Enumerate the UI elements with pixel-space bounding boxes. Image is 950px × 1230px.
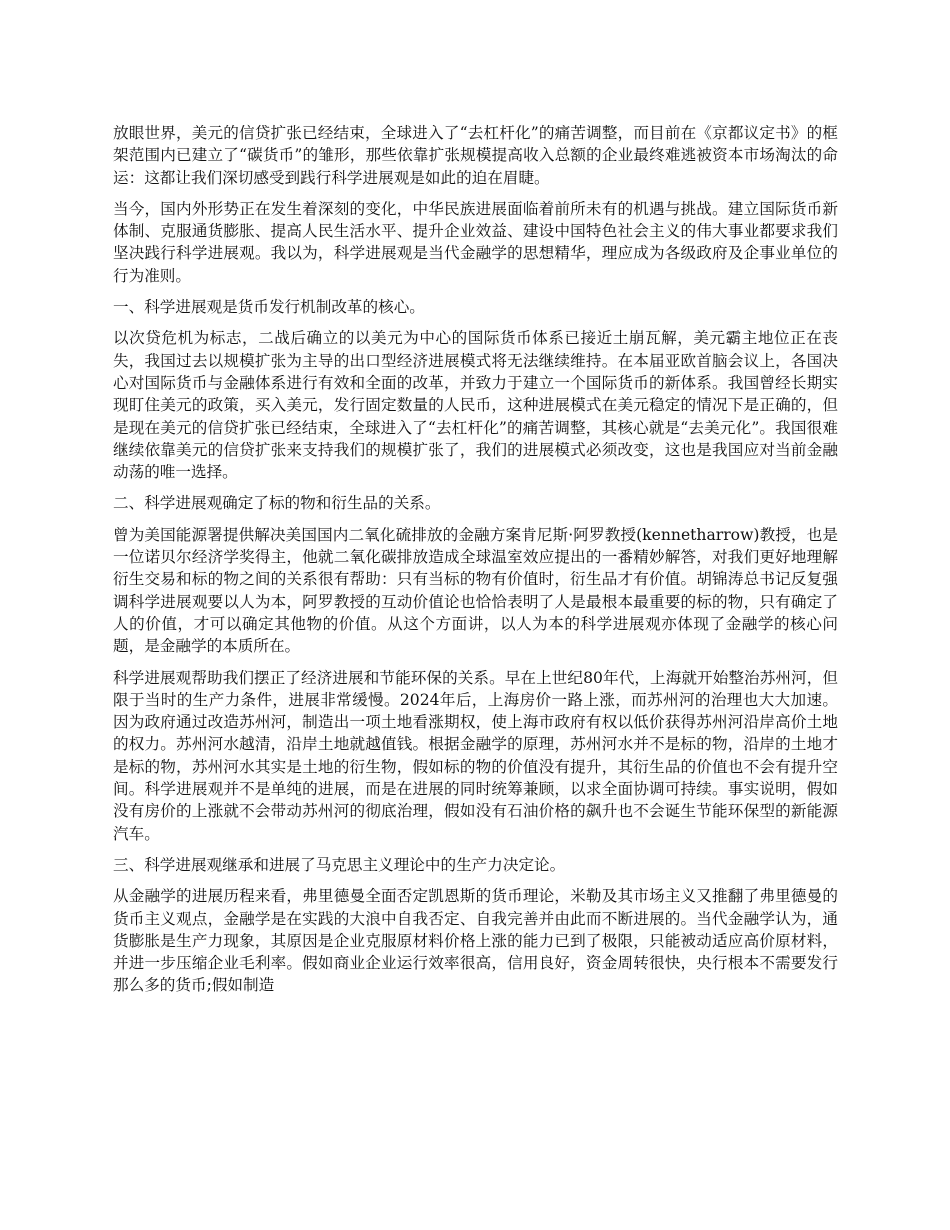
paragraph-section-1: 以次贷危机为标志，二战后确立的以美元为中心的国际货币体系已接近土崩瓦解，美元霸主地位正在丧失，我国过去以规模扩张为主导的出口型经济进展模式将无法继续维持。在本届亚欧首脑会议上，各国决心对国际货币与金融体系进行有效和全面的改革，并致力于建立一个国际货币的新体系。我国曾经长期实现盯住美元的政策，买入美元，发行固定数量的人民币，这种进展模式在美元稳定的情况下是正确的，但是现在美元的信贷扩张已经结束，全球进入了“去杠杆化”的痛苦调整，其核心就是“去美元化”。我国很难继续依靠美元的信贷扩张来支持我们的规模扩张了，我们的进展模式必须改变，这也是我国应对当前金融动荡的唯一选择。: [113, 329, 838, 482]
section-heading-3: 三、科学进展观继承和进展了马克思主义理论中的生产力决定论。: [113, 855, 566, 874]
paragraph-section-2: 曾为美国能源署提供解决美国国内二氧化硫排放的金融方案肯尼斯·阿罗教授(kennetharrow)教授，也是一位诺贝尔经济学奖得主，他就二氧化碳排放造成全球温室效应提出的一番精妙解答，对我们更好地理解衍生交易和标的物之间的关系很有帮助：只有当标的物有价值时，衍生品才有价值。胡锦涛总书记反复强调科学进展观要以人为本，阿罗教授的互动价值论也恰恰表明了人是最根本最重要的标的物，只有确定了人的价值，才可以确定其他物的价值。从这个方面讲，以人为本的科学进展观亦体现了金融学的核心问题，是金融学的本质所在。: [113, 525, 838, 656]
section-heading-1: 一、科学进展观是货币发行机制改革的核心。: [113, 298, 425, 317]
paragraph-section-3: 从金融学的进展历程来看，弗里德曼全面否定凯恩斯的货币理论，米勒及其市场主义又推翻了弗里德曼的货币主义观点，金融学是在实践的大浪中自我否定、自我完善并由此而不断进展的。当代金融学认为，通货膨胀是生产力现象，其原因是企业克服原材料价格上涨的能力已到了极限，只能被动适应高价原材料，并进一步压缩企业毛利率。假如商业企业运行效率很高，信用良好，资金周转很快，央行根本不需要发行那么多的货币;假如制造: [113, 887, 838, 995]
paragraph-context: 当今，国内外形势正在发生着深刻的变化，中华民族进展面临着前所未有的机遇与挑战。建立国际货币新体制、克服通货膨胀、提高人民生活水平、提升企业效益、建设中国特色社会主义的伟大事业都要求我们坚决践行科学进展观。我以为，科学进展观是当代金融学的思想精华，理应成为各级政府及企事业单位的行为准则。: [113, 199, 838, 285]
paragraph-section-2b: 科学进展观帮助我们摆正了经济进展和节能环保的关系。早在上世纪80年代，上海就开始整治苏州河，但限于当时的生产力条件，进展非常缓慢。2024年后，上海房价一路上涨，而苏州河的治理也大大加速。因为政府通过改造苏州河，制造出一项土地看涨期权，使上海市政府有权以低价获得苏州河沿岸高价土地的权力。苏州河水越清，沿岸土地就越值钱。根据金融学的原理，苏州河水并不是标的物，沿岸的土地才是标的物，苏州河水其实是土地的衍生物，假如标的物的价值没有提升，其衍生品的价值也不会有提升空间。科学进展观并不是单纯的进展，而是在进展的同时统筹兼顾，以求全面协调可持续。事实说明，假如没有房价的上涨就不会带动苏州河的彻底治理，假如没有石油价格的飙升也不会诞生节能环保型的新能源汽车。: [113, 668, 838, 843]
document-body: [113, 122, 838, 1006]
paragraph-intro: 放眼世界，美元的信贷扩张已经结束，全球进入了“去杠杆化”的痛苦调整，而目前在《京都议定书》的框架范围内已建立了“碳货币”的雏形，那些依靠扩张规模提高收入总额的企业最终难逃被资本市场淘汰的命运：这都让我们深切感受到践行科学进展观是如此的迫在眉睫。: [113, 124, 838, 187]
section-heading-2: 二、科学进展观确定了标的物和衍生品的关系。: [113, 494, 441, 513]
